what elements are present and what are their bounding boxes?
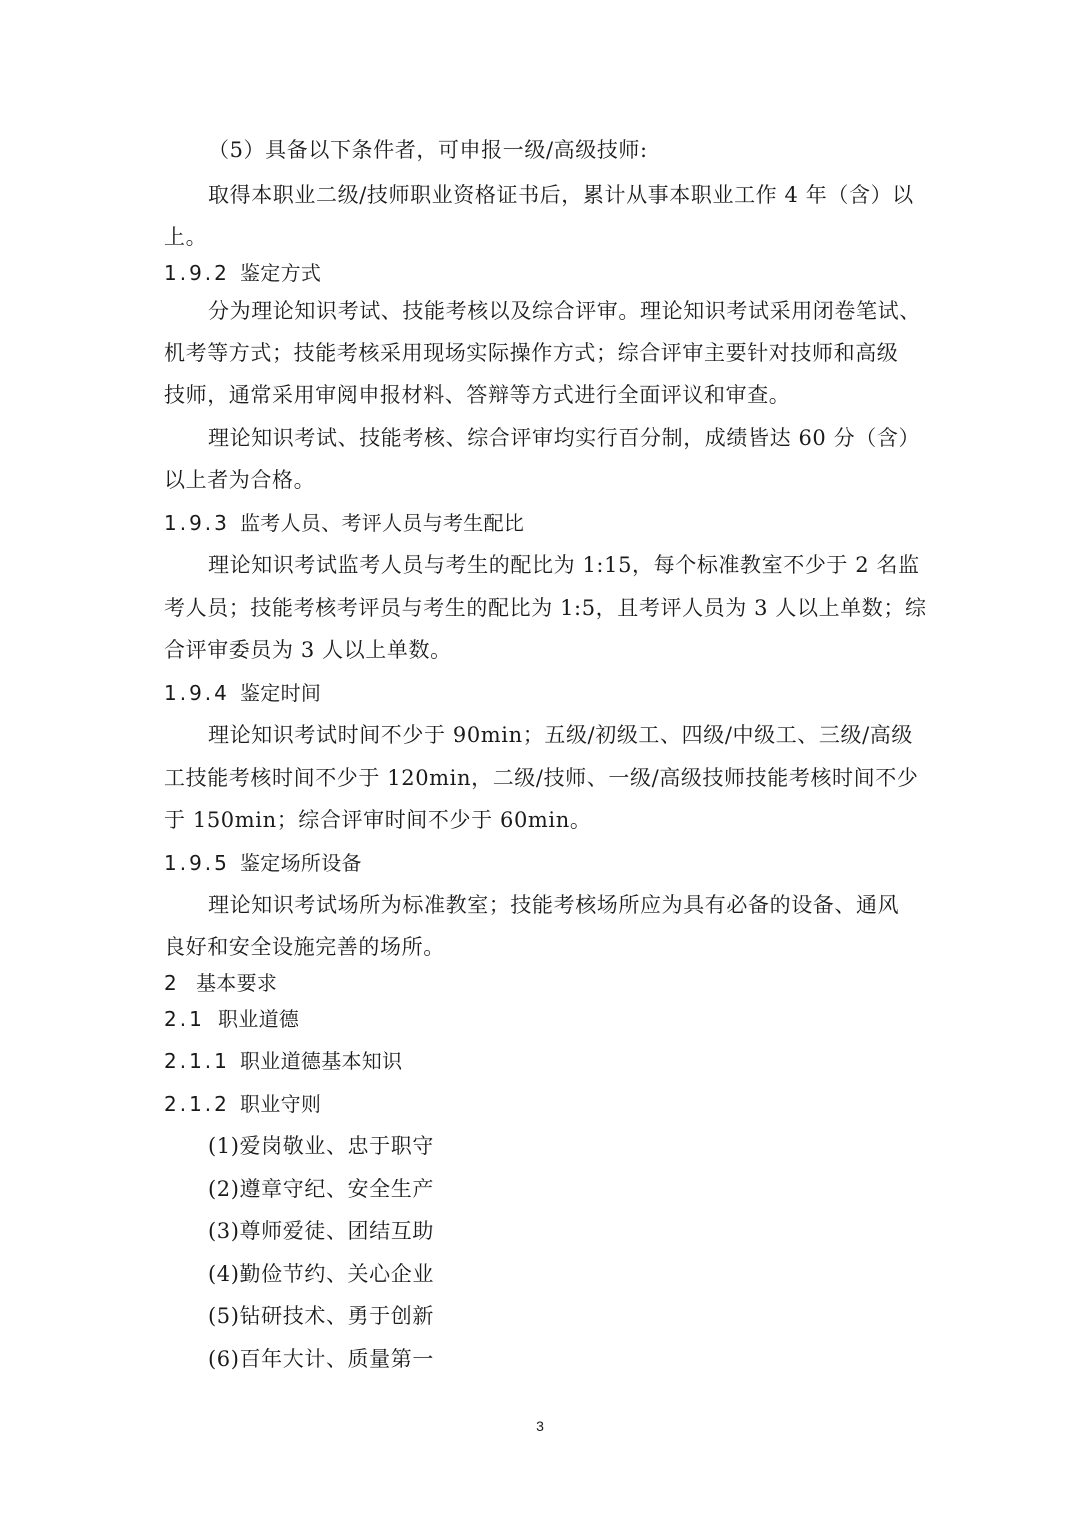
section-heading-1-9-2 [164, 258, 924, 288]
paragraph-line: 合评审委员为 3 人以上单数。 [164, 638, 452, 662]
heading-number: 2.1.2 [164, 1092, 230, 1116]
section-heading-1-9-3 [164, 508, 924, 538]
heading-number: 1.9.4 [164, 681, 230, 705]
heading-number: 2.1.1 [164, 1049, 230, 1073]
paragraph-line: 上。 [164, 225, 208, 249]
paragraph-line: 考人员；技能考核考评员与考生的配比为 1:5，且考评人员为 3 人以上单数；综 [164, 596, 927, 620]
paragraph-line: 分为理论知识考试、技能考核以及综合评审。理论知识考试采用闭卷笔试、 [208, 299, 921, 323]
section-heading-1-9-4 [164, 678, 924, 708]
list-item: (6)百年大计、质量第一 [208, 1347, 434, 1371]
heading-title: 职业守则 [240, 1092, 322, 1116]
heading-title: 监考人员、考评人员与考生配比 [240, 511, 525, 535]
heading-title: 职业道德 [218, 1007, 300, 1031]
heading-number: 1.9.2 [164, 261, 230, 285]
paragraph-line: 技师，通常采用审阅申报材料、答辩等方式进行全面评议和审查。 [164, 383, 791, 407]
paragraph-line: 机考等方式；技能考核采用现场实际操作方式；综合评审主要针对技师和高级 [164, 341, 899, 365]
list-item: (5)钻研技术、勇于创新 [208, 1304, 434, 1328]
section-heading-2-1-1 [164, 1046, 924, 1076]
paragraph-line: 于 150min；综合评审时间不少于 60min。 [164, 808, 592, 832]
paragraph-line: 以上者为合格。 [164, 468, 316, 492]
paragraph-line: 取得本职业二级/技师职业资格证书后，累计从事本职业工作 4 年（含）以 [208, 183, 914, 207]
page-number: 3 [536, 1418, 544, 1434]
paragraph-line: 理论知识考试、技能考核、综合评审均实行百分制，成绩皆达 60 分（含） [208, 426, 921, 450]
heading-title: 职业道德基本知识 [240, 1049, 403, 1073]
heading-number: 2.1 [164, 1007, 205, 1031]
paragraph-line: 良好和安全设施完善的场所。 [164, 935, 445, 959]
paragraph-line: 理论知识考试时间不少于 90min；五级/初级工、四级/中级工、三级/高级 [208, 723, 913, 747]
heading-title: 基本要求 [196, 971, 278, 995]
section-heading-2-1 [164, 1004, 924, 1034]
section-heading-1-9-5 [164, 848, 924, 878]
section-heading-2 [164, 968, 924, 998]
paragraph-line: 工技能考核时间不少于 120min，二级/技师、一级/高级技师技能考核时间不少 [164, 766, 919, 790]
list-item: (1)爱岗敬业、忠于职守 [208, 1134, 434, 1158]
heading-number: 2 [164, 971, 180, 995]
heading-title: 鉴定方式 [240, 261, 322, 285]
list-item: (4)勤俭节约、关心企业 [208, 1262, 434, 1286]
heading-number: 1.9.3 [164, 511, 230, 535]
paragraph-line: 理论知识考试监考人员与考生的配比为 1:15，每个标准教室不少于 2 名监 [208, 553, 920, 577]
heading-number: 1.9.5 [164, 851, 230, 875]
list-item: (3)尊师爱徒、团结互助 [208, 1219, 434, 1243]
paragraph-line: 理论知识考试场所为标准教室；技能考核场所应为具有必备的设备、通风 [208, 893, 900, 917]
section-heading-2-1-2 [164, 1089, 924, 1119]
heading-title: 鉴定时间 [240, 681, 322, 705]
paragraph-line: （5）具备以下条件者，可申报一级/高级技师: [208, 138, 648, 162]
heading-title: 鉴定场所设备 [240, 851, 362, 875]
list-item: (2)遵章守纪、安全生产 [208, 1177, 434, 1201]
